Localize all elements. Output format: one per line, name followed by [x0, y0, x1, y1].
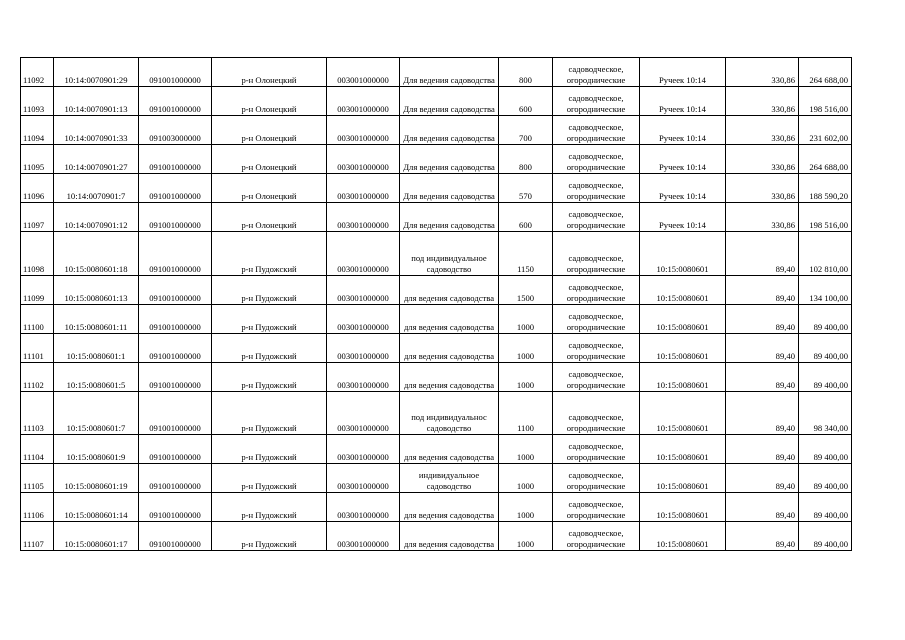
cadastral-quarter-cell: Ручеек 10:14	[640, 145, 726, 174]
area-cell: 1000	[499, 334, 553, 363]
cadastral-number-cell: 10:15:0080601:14	[54, 493, 139, 522]
row-number-cell: 11101	[21, 334, 54, 363]
cadastral-number-cell: 10:14:0070901:12	[54, 203, 139, 232]
permitted-use-cell: Для ведения садоводства	[400, 58, 499, 87]
area-cell: 1000	[499, 435, 553, 464]
row-number-cell: 11094	[21, 116, 54, 145]
specific-value-cell: 89,40	[726, 305, 799, 334]
specific-value-cell: 330,86	[726, 87, 799, 116]
cadastral-quarter-cell: Ручеек 10:14	[640, 116, 726, 145]
area-cell: 600	[499, 87, 553, 116]
specific-value-cell: 89,40	[726, 334, 799, 363]
row-number-cell: 11096	[21, 174, 54, 203]
district-cell: р-н Пудожский	[212, 493, 327, 522]
cadastral-value-cell: 102 810,00	[799, 232, 852, 276]
row-number-cell: 11095	[21, 145, 54, 174]
cadastral-number-cell: 10:14:0070901:33	[54, 116, 139, 145]
okato-code-cell: 091001000000	[139, 276, 212, 305]
specific-value-cell: 89,40	[726, 435, 799, 464]
cadastral-quarter-cell: Ручеек 10:14	[640, 87, 726, 116]
okato-code-cell: 091001000000	[139, 174, 212, 203]
category-code-cell: 003001000000	[327, 116, 400, 145]
cadastral-number-cell: 10:14:0070901:13	[54, 87, 139, 116]
cadastral-quarter-cell: Ручеек 10:14	[640, 58, 726, 87]
okato-code-cell: 091001000000	[139, 392, 212, 435]
cadastral-number-cell: 10:15:0080601:1	[54, 334, 139, 363]
okato-code-cell: 091001000000	[139, 464, 212, 493]
specific-value-cell: 89,40	[726, 276, 799, 305]
cadastral-value-cell: 89 400,00	[799, 493, 852, 522]
cadastral-value-cell: 264 688,00	[799, 58, 852, 87]
row-number-cell: 11099	[21, 276, 54, 305]
area-cell: 1000	[499, 493, 553, 522]
table-row	[21, 145, 852, 174]
category-code-cell: 003001000000	[327, 522, 400, 551]
specific-value-cell: 330,86	[726, 174, 799, 203]
table-row	[21, 363, 852, 392]
category-code-cell: 003001000000	[327, 174, 400, 203]
okato-code-cell: 091003000000	[139, 116, 212, 145]
category-code-cell: 003001000000	[327, 87, 400, 116]
specific-value-cell: 89,40	[726, 232, 799, 276]
table-row	[21, 87, 852, 116]
district-cell: р-н Олонецкий	[212, 58, 327, 87]
permitted-use-cell: для ведения садоводства	[400, 435, 499, 464]
district-cell: р-н Олонецкий	[212, 87, 327, 116]
cadastral-quarter-cell: 10:15:0080601	[640, 493, 726, 522]
table-row	[21, 334, 852, 363]
category-code-cell: 003001000000	[327, 203, 400, 232]
cadastral-number-cell: 10:15:0080601:7	[54, 392, 139, 435]
land-use-type-cell: садоводческое, огороднические	[553, 87, 640, 116]
row-number-cell: 11092	[21, 58, 54, 87]
cadastral-quarter-cell: 10:15:0080601	[640, 522, 726, 551]
land-use-type-cell: садоводческое, огороднические	[553, 435, 640, 464]
permitted-use-cell: для ведения садоводства	[400, 276, 499, 305]
area-cell: 1500	[499, 276, 553, 305]
okato-code-cell: 091001000000	[139, 493, 212, 522]
table-row	[21, 493, 852, 522]
specific-value-cell: 89,40	[726, 522, 799, 551]
land-use-type-cell: садоводческое, огороднические	[553, 145, 640, 174]
okato-code-cell: 091001000000	[139, 334, 212, 363]
permitted-use-cell: Для ведения садоводства	[400, 174, 499, 203]
cadastral-quarter-cell: Ручеек 10:14	[640, 203, 726, 232]
cadastral-number-cell: 10:14:0070901:7	[54, 174, 139, 203]
row-number-cell: 11105	[21, 464, 54, 493]
table-row	[21, 174, 852, 203]
table-row	[21, 276, 852, 305]
category-code-cell: 003001000000	[327, 232, 400, 276]
cadastral-value-cell: 89 400,00	[799, 305, 852, 334]
permitted-use-cell: Для ведения садоводства	[400, 203, 499, 232]
land-use-type-cell: садоводческое, огороднические	[553, 174, 640, 203]
land-use-type-cell: садоводческое, огороднические	[553, 276, 640, 305]
land-use-type-cell: садоводческое, огороднические	[553, 493, 640, 522]
permitted-use-cell: для ведения садоводства	[400, 334, 499, 363]
cadastral-value-cell: 134 100,00	[799, 276, 852, 305]
row-number-cell: 11104	[21, 435, 54, 464]
category-code-cell: 003001000000	[327, 435, 400, 464]
permitted-use-cell: для ведения садоводства	[400, 305, 499, 334]
cadastral-quarter-cell: 10:15:0080601	[640, 305, 726, 334]
table-row	[21, 522, 852, 551]
table-row	[21, 392, 852, 435]
row-number-cell: 11103	[21, 392, 54, 435]
cadastral-value-cell: 98 340,00	[799, 392, 852, 435]
permitted-use-cell: под индивидуальное садоводство	[400, 232, 499, 276]
table-row	[21, 435, 852, 464]
okato-code-cell: 091001000000	[139, 87, 212, 116]
area-cell: 1000	[499, 464, 553, 493]
row-number-cell: 11098	[21, 232, 54, 276]
district-cell: р-н Олонецкий	[212, 116, 327, 145]
category-code-cell: 003001000000	[327, 334, 400, 363]
table-row	[21, 305, 852, 334]
cadastral-number-cell: 10:15:0080601:5	[54, 363, 139, 392]
permitted-use-cell: для ведения садоводства	[400, 363, 499, 392]
land-use-type-cell: садоводческое, огороднические	[553, 232, 640, 276]
cadastral-value-cell: 89 400,00	[799, 464, 852, 493]
cadastral-value-cell: 198 516,00	[799, 87, 852, 116]
district-cell: р-н Олонецкий	[212, 203, 327, 232]
area-cell: 1000	[499, 363, 553, 392]
land-use-type-cell: садоводческое, огороднические	[553, 363, 640, 392]
cadastral-value-cell: 231 602,00	[799, 116, 852, 145]
district-cell: р-н Пудожский	[212, 522, 327, 551]
district-cell: р-н Пудожский	[212, 276, 327, 305]
category-code-cell: 003001000000	[327, 493, 400, 522]
okato-code-cell: 091001000000	[139, 203, 212, 232]
cadastral-quarter-cell: 10:15:0080601	[640, 232, 726, 276]
cadastral-quarter-cell: 10:15:0080601	[640, 363, 726, 392]
category-code-cell: 003001000000	[327, 464, 400, 493]
district-cell: р-н Пудожский	[212, 305, 327, 334]
cadastral-value-cell: 89 400,00	[799, 522, 852, 551]
specific-value-cell: 89,40	[726, 392, 799, 435]
cadastral-number-cell: 10:15:0080601:19	[54, 464, 139, 493]
okato-code-cell: 091001000000	[139, 363, 212, 392]
cadastral-number-cell: 10:15:0080601:9	[54, 435, 139, 464]
permitted-use-cell: индивидуальное садоводство	[400, 464, 499, 493]
okato-code-cell: 091001000000	[139, 232, 212, 276]
district-cell: р-н Олонецкий	[212, 145, 327, 174]
district-cell: р-н Пудожский	[212, 334, 327, 363]
table-row	[21, 58, 852, 87]
land-use-type-cell: садоводческое, огороднические	[553, 392, 640, 435]
land-use-type-cell: садоводческое, огороднические	[553, 305, 640, 334]
specific-value-cell: 89,40	[726, 493, 799, 522]
okato-code-cell: 091001000000	[139, 58, 212, 87]
permitted-use-cell: для ведения садоводства	[400, 493, 499, 522]
area-cell: 700	[499, 116, 553, 145]
district-cell: р-н Пудожский	[212, 232, 327, 276]
cadastral-quarter-cell: 10:15:0080601	[640, 334, 726, 363]
specific-value-cell: 89,40	[726, 363, 799, 392]
okato-code-cell: 091001000000	[139, 145, 212, 174]
cadastral-quarter-cell: Ручеек 10:14	[640, 174, 726, 203]
cadastral-value-cell: 89 400,00	[799, 334, 852, 363]
specific-value-cell: 89,40	[726, 464, 799, 493]
land-use-type-cell: садоводческое, огороднические	[553, 334, 640, 363]
district-cell: р-н Пудожский	[212, 392, 327, 435]
row-number-cell: 11093	[21, 87, 54, 116]
row-number-cell: 11106	[21, 493, 54, 522]
cadastral-quarter-cell: 10:15:0080601	[640, 392, 726, 435]
cadastral-number-cell: 10:14:0070901:29	[54, 58, 139, 87]
table-row	[21, 203, 852, 232]
land-use-type-cell: садоводческое, огороднические	[553, 522, 640, 551]
okato-code-cell: 091001000000	[139, 435, 212, 464]
okato-code-cell: 091001000000	[139, 305, 212, 334]
category-code-cell: 003001000000	[327, 145, 400, 174]
land-use-type-cell: садоводческое, огороднические	[553, 58, 640, 87]
permitted-use-cell: Для ведения садоводства	[400, 87, 499, 116]
table-row	[21, 232, 852, 276]
land-registry-table	[20, 57, 852, 551]
cadastral-number-cell: 10:15:0080601:11	[54, 305, 139, 334]
cadastral-number-cell: 10:15:0080601:13	[54, 276, 139, 305]
cadastral-number-cell: 10:15:0080601:17	[54, 522, 139, 551]
area-cell: 1000	[499, 305, 553, 334]
area-cell: 800	[499, 145, 553, 174]
table-row	[21, 464, 852, 493]
row-number-cell: 11100	[21, 305, 54, 334]
cadastral-value-cell: 264 688,00	[799, 145, 852, 174]
specific-value-cell: 330,86	[726, 203, 799, 232]
district-cell: р-н Пудожский	[212, 363, 327, 392]
table-row	[21, 116, 852, 145]
cadastral-number-cell: 10:14:0070901:27	[54, 145, 139, 174]
cadastral-value-cell: 89 400,00	[799, 435, 852, 464]
category-code-cell: 003001000000	[327, 305, 400, 334]
area-cell: 1000	[499, 522, 553, 551]
district-cell: р-н Пудожский	[212, 464, 327, 493]
row-number-cell: 11107	[21, 522, 54, 551]
area-cell: 1100	[499, 392, 553, 435]
cadastral-quarter-cell: 10:15:0080601	[640, 464, 726, 493]
district-cell: р-н Пудожский	[212, 435, 327, 464]
cadastral-value-cell: 188 590,20	[799, 174, 852, 203]
land-use-type-cell: садоводческое, огороднические	[553, 116, 640, 145]
permitted-use-cell: под индивидуальнос садоводство	[400, 392, 499, 435]
category-code-cell: 003001000000	[327, 276, 400, 305]
cadastral-number-cell: 10:15:0080601:18	[54, 232, 139, 276]
category-code-cell: 003001000000	[327, 363, 400, 392]
permitted-use-cell: для ведения садоводства	[400, 522, 499, 551]
category-code-cell: 003001000000	[327, 58, 400, 87]
category-code-cell: 003001000000	[327, 392, 400, 435]
specific-value-cell: 330,86	[726, 145, 799, 174]
cadastral-quarter-cell: 10:15:0080601	[640, 435, 726, 464]
cadastral-value-cell: 89 400,00	[799, 363, 852, 392]
area-cell: 600	[499, 203, 553, 232]
district-cell: р-н Олонецкий	[212, 174, 327, 203]
area-cell: 1150	[499, 232, 553, 276]
permitted-use-cell: Для ведения садоводства	[400, 145, 499, 174]
specific-value-cell: 330,86	[726, 58, 799, 87]
land-use-type-cell: садоводческое, огороднические	[553, 203, 640, 232]
cadastral-value-cell: 198 516,00	[799, 203, 852, 232]
row-number-cell: 11102	[21, 363, 54, 392]
permitted-use-cell: Для ведения садоводства	[400, 116, 499, 145]
area-cell: 800	[499, 58, 553, 87]
okato-code-cell: 091001000000	[139, 522, 212, 551]
cadastral-quarter-cell: 10:15:0080601	[640, 276, 726, 305]
specific-value-cell: 330,86	[726, 116, 799, 145]
row-number-cell: 11097	[21, 203, 54, 232]
land-use-type-cell: садоводческое, огороднические	[553, 464, 640, 493]
area-cell: 570	[499, 174, 553, 203]
